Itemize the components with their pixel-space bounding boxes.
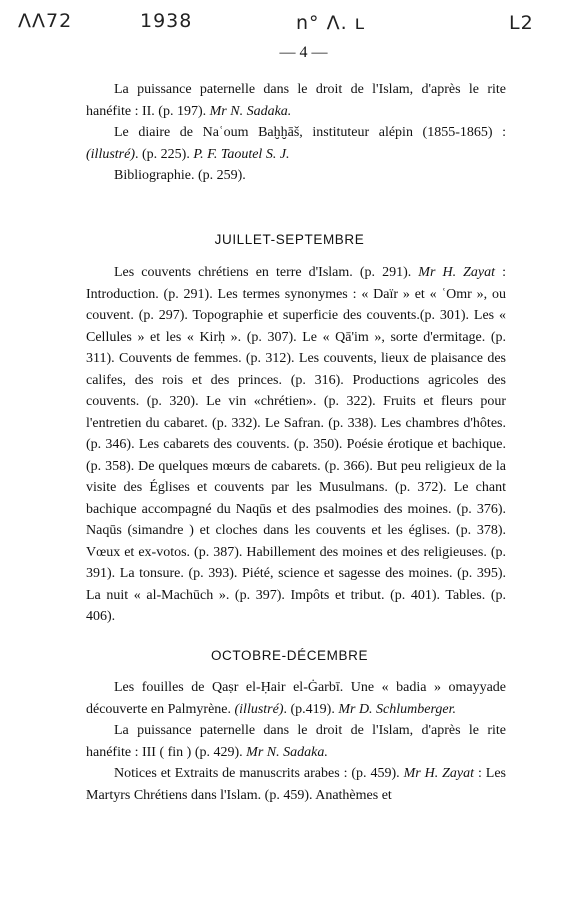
- entry-diaire: Le diaire de Naʿoum Baḫḫāš, instituteur alépin (1855-1865) : (illustré). (p. 225). P. F. Taoutel S. J.: [86, 125, 506, 162]
- author-name: Mr N. Sadaka.: [209, 103, 292, 119]
- author-name: Mr N. Sadaka.: [246, 744, 328, 760]
- handwritten-ref-1: ΛΛ72: [18, 10, 73, 32]
- author-name: P. F. Taoutel S. J.: [193, 146, 290, 162]
- author-name: Mr D. Schlumberger.: [338, 701, 457, 717]
- handwritten-ref-2: 1938: [140, 10, 193, 32]
- entry-paternal-3: La puissance paternelle dans le droit de l'Islam, d'après le rite hanéfite : III ( fin ) (p. 429). Mr N. Sadaka.: [86, 723, 506, 760]
- page-number: — 4 —: [279, 44, 328, 61]
- handwritten-ref-4: L2: [509, 12, 534, 34]
- top-section: [86, 79, 506, 187]
- handwritten-ref-3: n° Λ. ʟ: [296, 12, 366, 34]
- entry-bibliographie: Bibliographie. (p. 259).: [114, 168, 246, 183]
- section-heading-octobre: OCTOBRE-DÉCEMBRE: [210, 648, 369, 663]
- juillet-section: [86, 262, 506, 628]
- entry-notices: Notices et Extraits de manuscrits arabes : (p. 459). Mr H. Zayat : Les Martyrs Chrétiens dans l'Islam. (p. 459). Anathèmes et: [86, 766, 506, 803]
- author-name: Mr H. Zayat: [403, 766, 475, 781]
- author-name: Mr H. Zayat: [418, 265, 496, 280]
- section-heading-juillet: JUILLET-SEPTEMBRE: [214, 232, 365, 247]
- entry-paternal-2: La puissance paternelle dans le droit de l'Islam, d'après le rite hanéfite : II. (p. 197). Mr N. Sadaka.: [86, 82, 506, 119]
- entry-fouilles: Les fouilles de Qaṣr el-Ḥair el-Ġarbī. Une « badia » omayyade découverte en Palmyrène. (illustré). (p.419). Mr D. Schlumberger.: [86, 680, 506, 717]
- octobre-section: [86, 677, 506, 806]
- entry-couvents: Les couvents chrétiens en terre d'Islam. (p. 291). Mr H. Zayat : Introduction. (p. 291). Les termes synonymes : « Daïr » et « ʿOmr », ou couvent. (p. 297). Topographie et superficie des couvents.(p. 301). Les « Cellules » et les « Kirḥ ». (p. 307). Le « Qā'im », sorte d'ermitage. (p. 311). Couvents de femmes. (p. 312). Les couvents, lieux de plaisance des califes, des rois et des princes. (p. 316). Productions agricoles des couvents. (p. 320). Le vin «chrétien». (p. 322). Fruits et fleurs pour l'entretien du cabaret. (p. 332). Le Safran. (p. 338). Les chambres d'hôtes. (p. 346). Les cabarets des couvents. (p. 350). Poésie érotique et bachique. (p. 358). De quelques mœurs de cabarets. (p. 366). But peu religieux de la visite des Églises et couvents par les Musulmans. (p. 372). Le chant bachique accompagné du Naqūs et des psalmodies des moines. (p. 376). Naqūs (simandre ) et cloches dans les couvents et les églises. (p. 378). Vœux et ex-votos. (p. 387). Habillement des moines et des religieuses. (p. 391). La tonsure. (p. 393). Piété, science et sagesse des moines. (p. 395). La nuit « al-Machūch ». (p. 397). Impôts et tribut. (p. 401). Tables. (p. 406).: [86, 265, 506, 624]
